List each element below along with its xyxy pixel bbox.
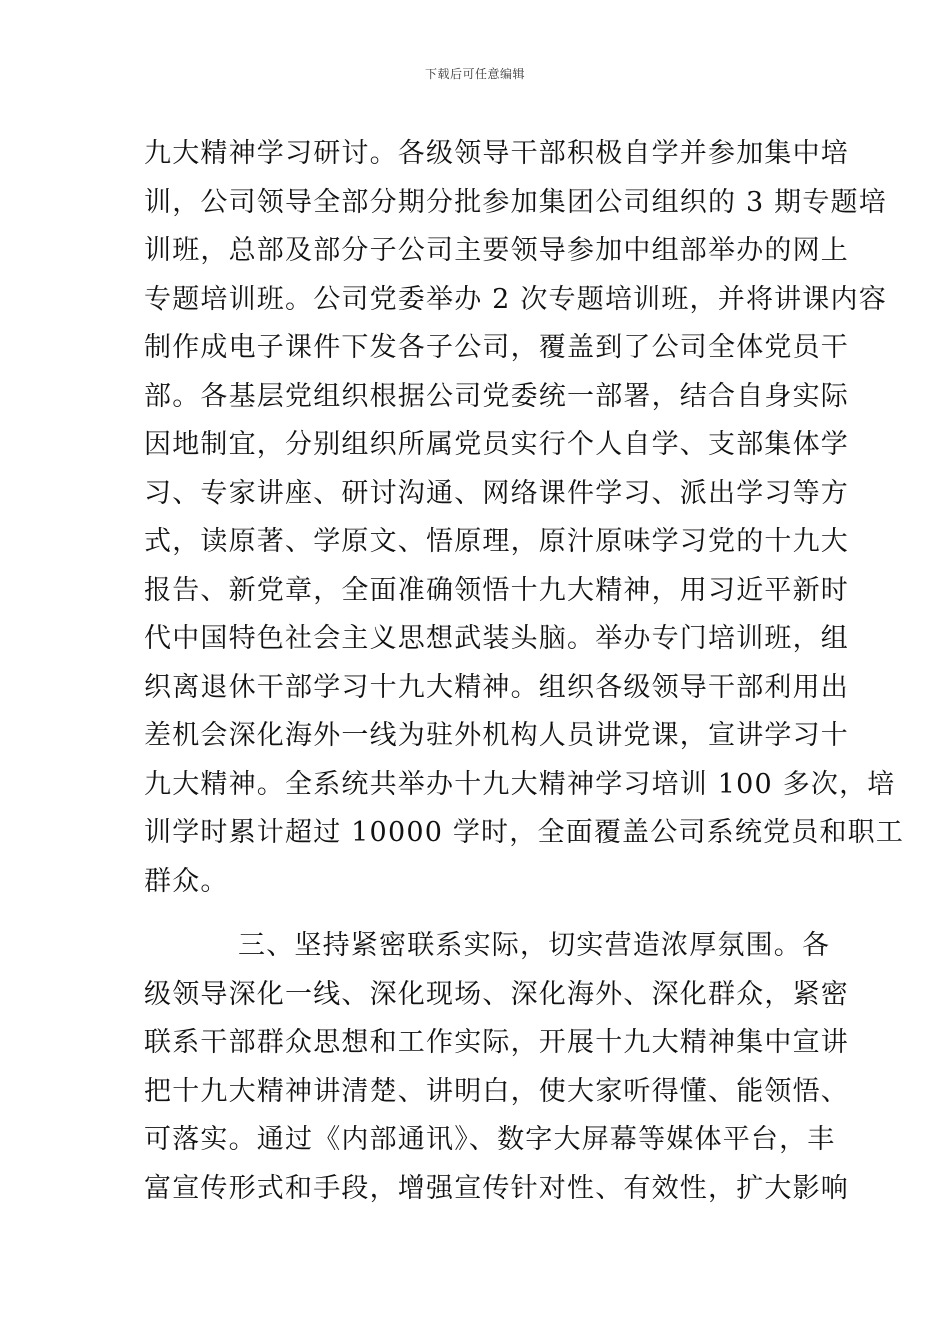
text-line: 部。各基层党组织根据公司党委统一部署，结合自身实际: [144, 380, 849, 412]
text-line: 报告、新党章，全面准确领悟十九大精神，用习近平新时: [144, 574, 849, 606]
text-line: 九大精神。全系统共举办十九大精神学习培训 100 多次，培: [144, 768, 896, 800]
text-line: 三、坚持紧密联系实际，切实营造浓厚氛围。各: [238, 930, 831, 961]
text-line: 训班，总部及部分子公司主要领导参加中组部举办的网上: [144, 235, 849, 266]
text-line: 习、专家讲座、研讨沟通、网络课件学习、派出学习等方: [144, 477, 849, 509]
text-line: 专题培训班。公司党委举办 2 次专题培训班，并将讲课内容: [144, 283, 887, 315]
text-line: 差机会深化海外一线为驻外机构人员讲党课，宣讲学习十: [144, 720, 849, 751]
text-line: 代中国特色社会主义思想武装头脑。举办专门培训班，组: [144, 623, 849, 654]
text-line: 训，公司领导全部分期分批参加集团公司组织的 3 期专题培: [144, 186, 887, 218]
text-line: 九大精神学习研讨。各级领导干部积极自学并参加集中培: [144, 138, 849, 169]
text-line: 富宣传形式和手段，增强宣传针对性、有效性，扩大影响: [144, 1172, 849, 1204]
text-line: 级领导深化一线、深化现场、深化海外、深化群众，紧密: [144, 978, 849, 1010]
text-line: 式，读原著、学原文、悟原理，原汁原味学习党的十九大: [144, 526, 849, 557]
text-line: 因地制宜，分别组织所属党员实行个人自学、支部集体学: [144, 429, 849, 460]
text-line: 可落实。通过《内部通讯》、数字大屏幕等媒体平台，丰: [144, 1124, 836, 1155]
text-line: 织离退休干部学习十九大精神。组织各级领导干部利用出: [144, 671, 849, 703]
page-header: 下载后可任意编辑: [424, 67, 525, 81]
document-body: [144, 130, 905, 1213]
text-line: 把十九大精神讲清楚、讲明白，使大家听得懂、能领悟、: [144, 1075, 849, 1107]
text-line: 制作成电子课件下发各子公司，覆盖到了公司全体党员干: [144, 332, 849, 363]
text-line: 联系干部群众思想和工作实际，开展十九大精神集中宣讲: [144, 1027, 849, 1058]
paragraph-2: [144, 922, 849, 1213]
paragraph-1: [144, 130, 905, 906]
text-line: 群众。: [144, 865, 229, 897]
text-line: 训学时累计超过 10000 学时，全面覆盖公司系统党员和职工: [144, 817, 905, 848]
